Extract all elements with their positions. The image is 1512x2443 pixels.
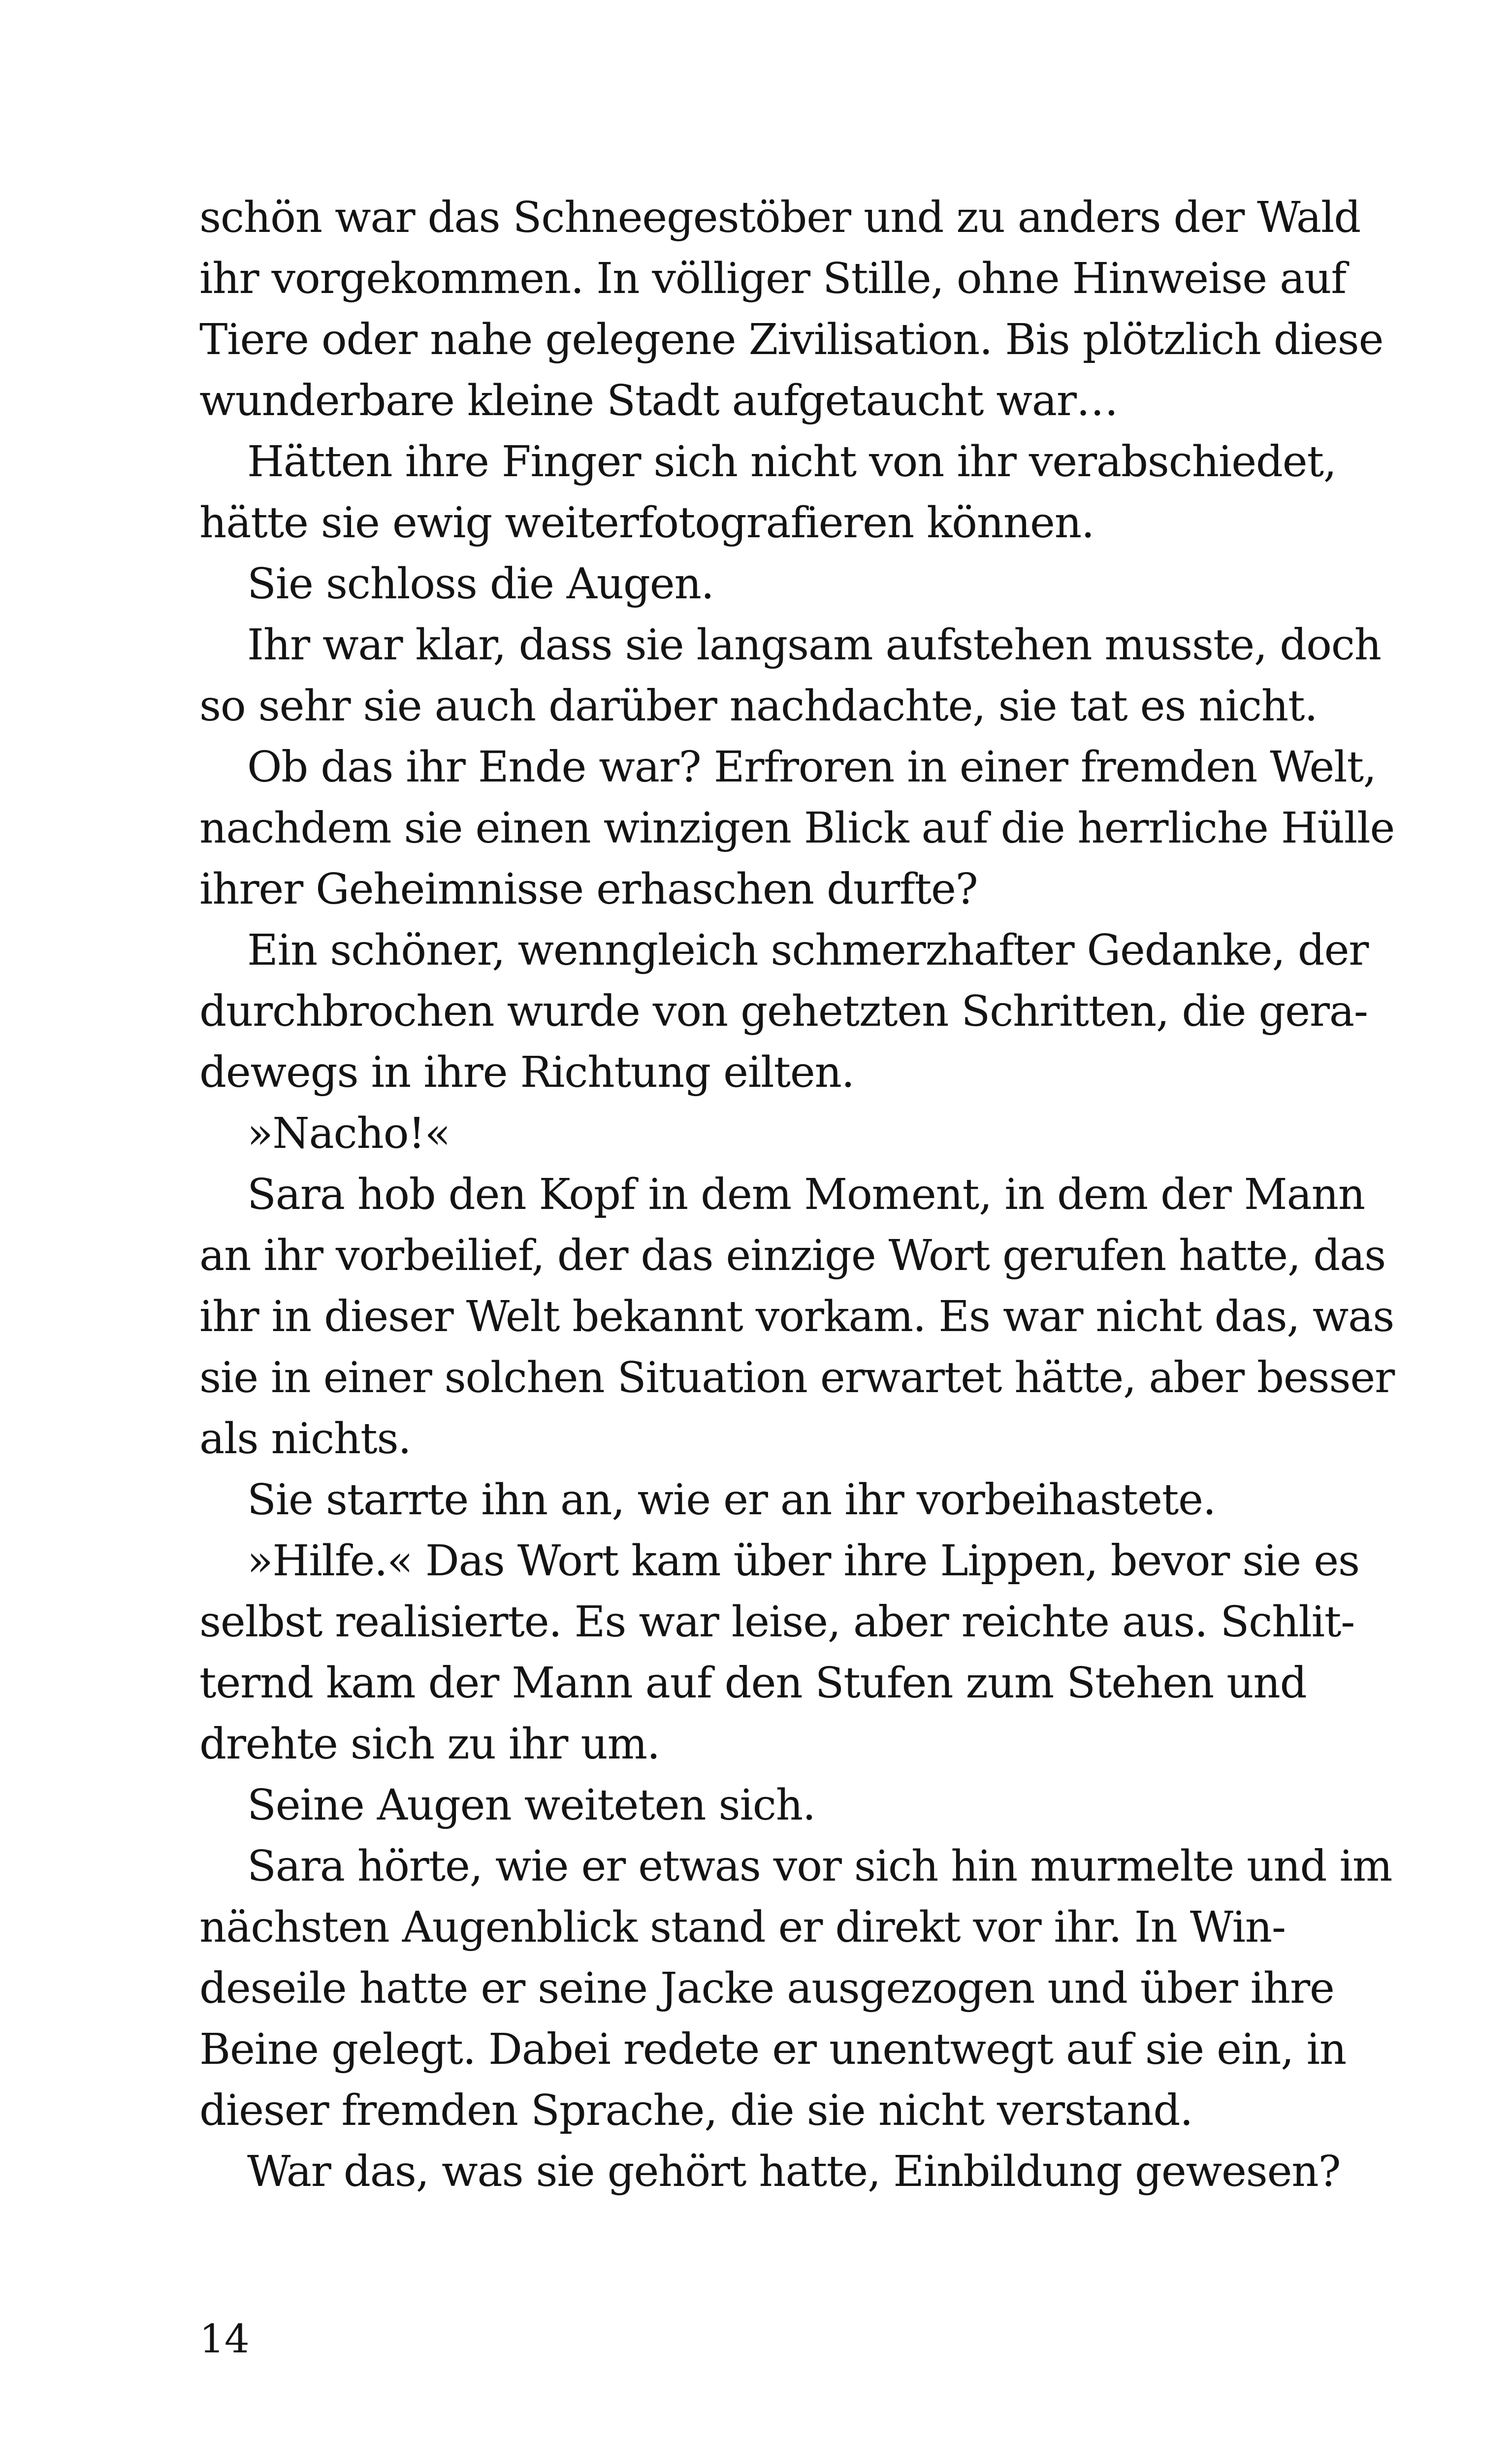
text-line: wunderbare kleine Stadt aufgetaucht war… bbox=[199, 376, 1118, 425]
text-line: dieser fremden Sprache, die sie nicht verstand. bbox=[199, 2086, 1193, 2135]
text-line: durchbrochen wurde von gehetzten Schritten, die gera- bbox=[199, 987, 1368, 1036]
text-line: Ein schöner, wenngleich schmerzhafter Gedanke, der bbox=[247, 926, 1369, 975]
text-line: deseile hatte er seine Jacke ausgezogen und über ihre bbox=[199, 1964, 1334, 2013]
text-line: ihrer Geheimnisse erhaschen durfte? bbox=[199, 865, 978, 914]
text-line: »Nacho!« bbox=[247, 1109, 450, 1158]
text-line: ihr in dieser Welt bekannt vorkam. Es war nicht das, was bbox=[199, 1292, 1394, 1341]
text-line: Hätten ihre Finger sich nicht von ihr verabschiedet, bbox=[247, 437, 1336, 487]
text-line: ihr vorgekommen. In völliger Stille, ohne Hinweise auf bbox=[199, 254, 1346, 303]
text-line: Sie starrte ihn an, wie er an ihr vorbeihastete. bbox=[247, 1475, 1216, 1525]
text-line: War das, was sie gehört hatte, Einbildung gewesen? bbox=[247, 2147, 1341, 2196]
text-line: »Hilfe.« Das Wort kam über ihre Lippen, bevor sie es bbox=[247, 1536, 1359, 1586]
text-line: Sara hob den Kopf in dem Moment, in dem der Mann bbox=[247, 1170, 1365, 1219]
text-line: selbst realisierte. Es war leise, aber reichte aus. Schlit- bbox=[199, 1597, 1355, 1647]
text-line: ternd kam der Mann auf den Stufen zum Stehen und bbox=[199, 1659, 1307, 1708]
text-line: Ihr war klar, dass sie langsam aufstehen musste, doch bbox=[247, 620, 1381, 670]
text-line: Beine gelegt. Dabei redete er unentwegt auf sie ein, in bbox=[199, 2025, 1347, 2074]
text-line: nächsten Augenblick stand er direkt vor ihr. In Win- bbox=[199, 1903, 1286, 1952]
text-line: dewegs in ihre Richtung eilten. bbox=[199, 1048, 854, 1097]
text-line: Tiere oder nahe gelegene Zivilisation. Bis plötzlich diese bbox=[199, 315, 1383, 364]
text-line: schön war das Schneegestöber und zu anders der Wald bbox=[199, 193, 1361, 242]
text-line: hätte sie ewig weiterfotografieren können. bbox=[199, 498, 1094, 548]
text-line: Sie schloss die Augen. bbox=[247, 559, 714, 609]
text-line: nachdem sie einen winzigen Blick auf die herrliche Hülle bbox=[199, 804, 1395, 853]
text-line: an ihr vorbeilief, der das einzige Wort gerufen hatte, das bbox=[199, 1231, 1386, 1280]
text-line: Seine Augen weiteten sich. bbox=[247, 1781, 816, 1830]
text-line: sie in einer solchen Situation erwartet hätte, aber besser bbox=[199, 1353, 1395, 1402]
text-line: als nichts. bbox=[199, 1414, 411, 1464]
text-line: Ob das ihr Ende war? Erfroren in einer fremden Welt, bbox=[247, 743, 1376, 792]
page-number: 14 bbox=[199, 2316, 250, 2362]
text-line: Sara hörte, wie er etwas vor sich hin murmelte und im bbox=[247, 1842, 1392, 1891]
text-line: drehte sich zu ihr um. bbox=[199, 1720, 660, 1769]
text-line: so sehr sie auch darüber nachdachte, sie tat es nicht. bbox=[199, 682, 1318, 731]
